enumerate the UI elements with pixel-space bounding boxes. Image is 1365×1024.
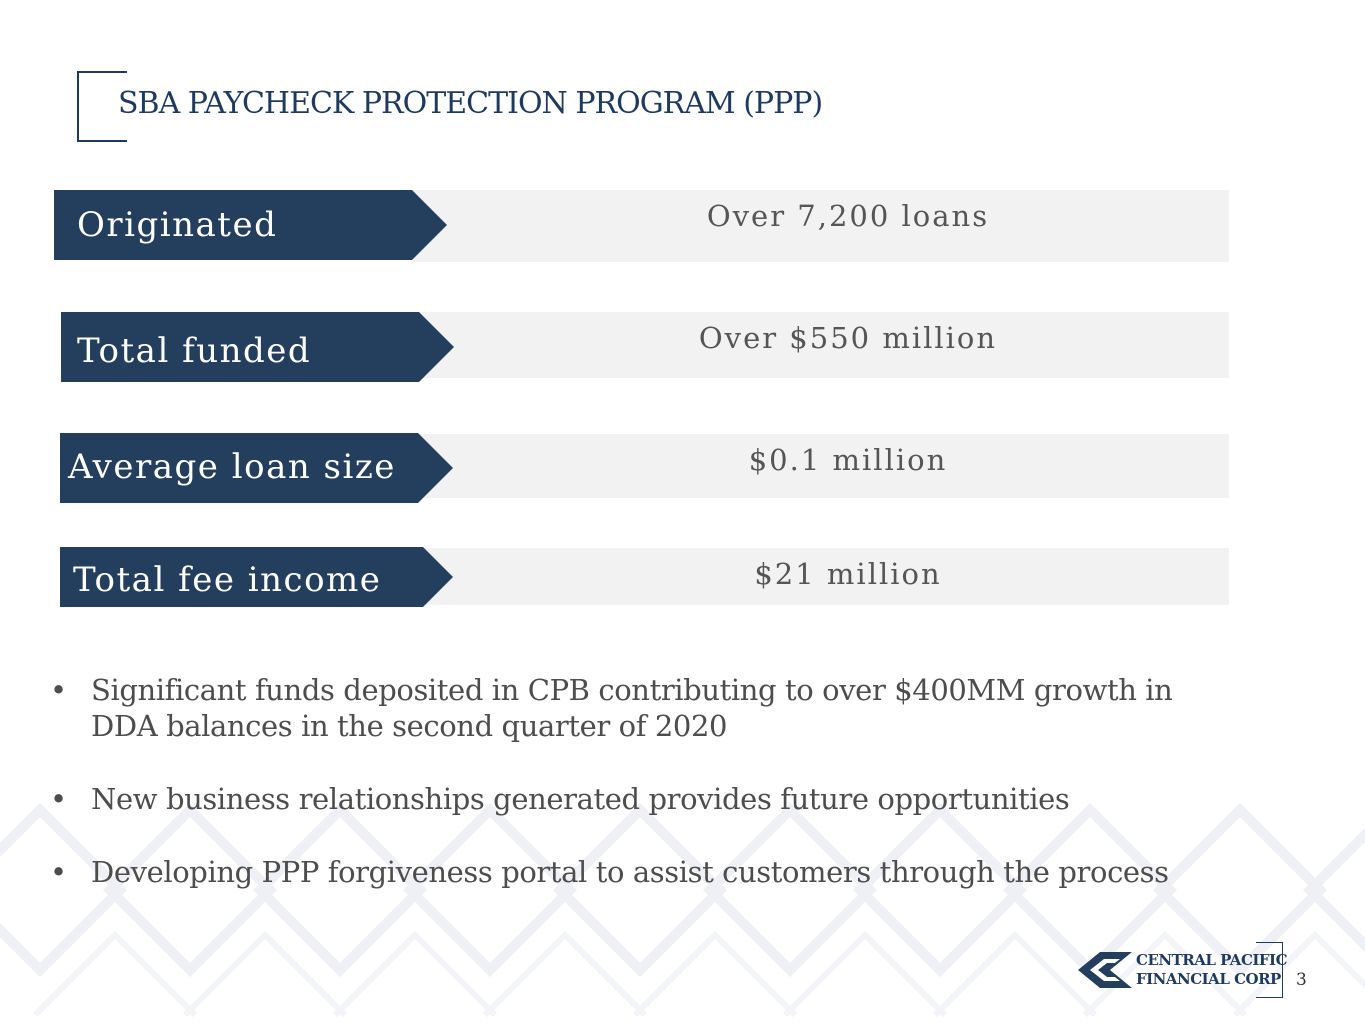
bullet-text: New business relationships generated provides future opportunities — [91, 782, 1070, 816]
stat-value: $0.1 million — [748, 443, 948, 477]
stat-label: Total funded — [77, 331, 312, 371]
bullet-text: Significant funds deposited in CPB contributing to over $400MM growth in DDA balances in the second quarter of 2020 — [91, 673, 1173, 743]
bullet-list — [48, 672, 1198, 890]
bullet-item — [48, 781, 1198, 817]
page-number: 3 — [1296, 970, 1307, 990]
bullet-item — [48, 854, 1198, 890]
stat-label: Total fee income — [73, 560, 382, 600]
stat-value: Over 7,200 loans — [706, 199, 990, 233]
stat-label: Originated — [77, 205, 278, 245]
bullet-dot: • — [50, 855, 67, 889]
stat-label: Average loan size — [68, 447, 396, 487]
bullet-dot: • — [50, 782, 67, 816]
bullet-text: Developing PPP forgiveness portal to assist customers through the process — [91, 855, 1169, 889]
logo-line-2: FINANCIAL CORP — [1136, 970, 1281, 988]
stat-value: $21 million — [754, 557, 942, 591]
bullet-dot: • — [50, 673, 67, 707]
logo-mark-icon — [1076, 950, 1134, 990]
stat-value: Over $550 million — [698, 321, 998, 355]
logo-bracket — [1256, 942, 1283, 998]
bullet-item — [48, 672, 1198, 744]
logo-line-1: CENTRAL PACIFIC — [1136, 951, 1288, 969]
page-title: SBA PAYCHECK PROTECTION PROGRAM (PPP) — [118, 86, 823, 121]
